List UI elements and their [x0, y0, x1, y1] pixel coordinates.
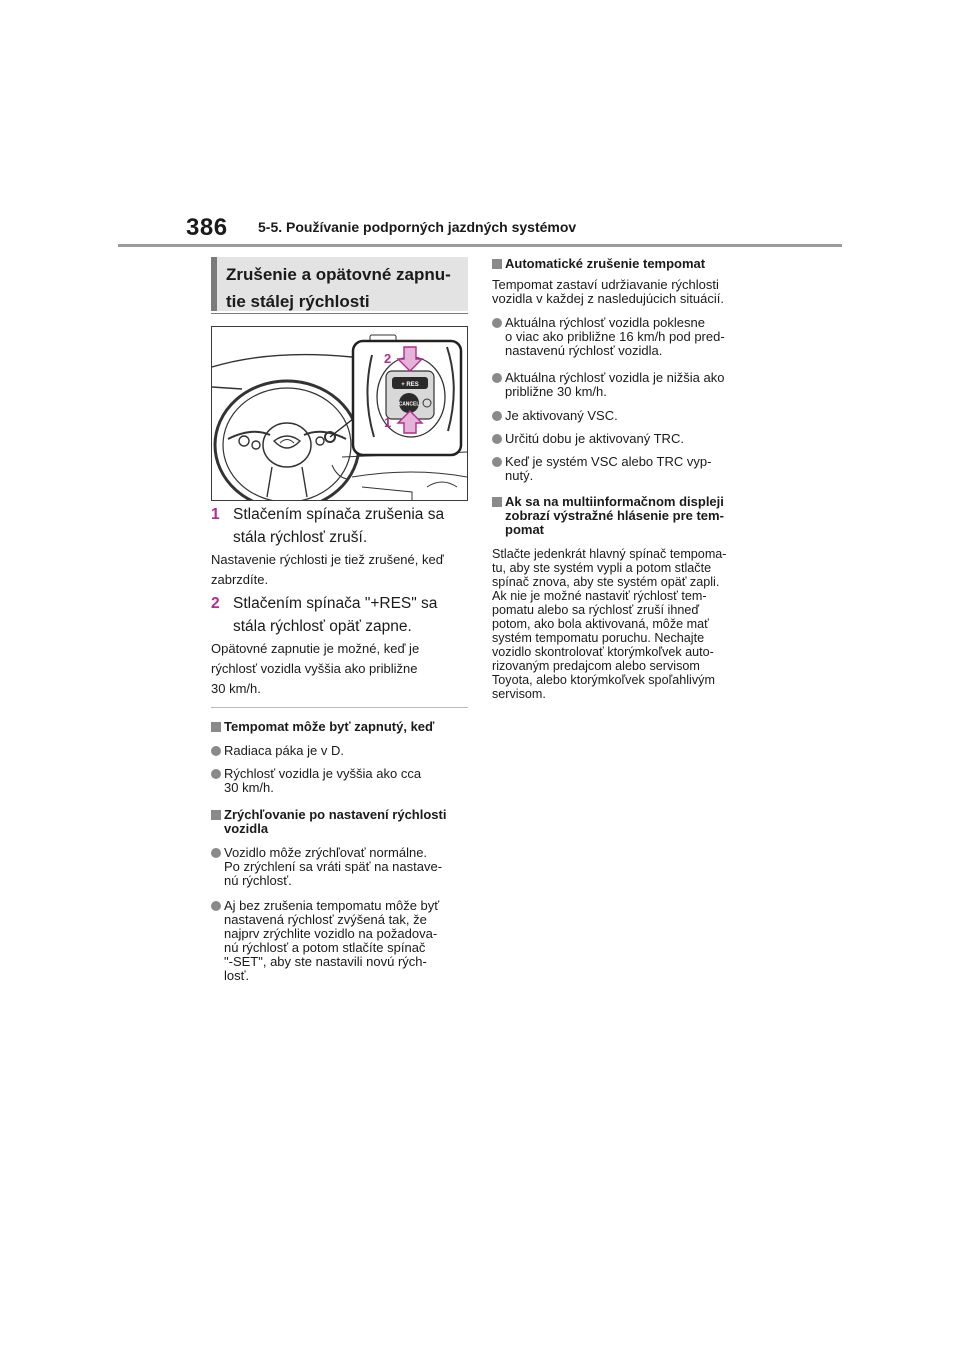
square-marker-icon	[211, 810, 221, 820]
list-item	[492, 371, 754, 399]
info-paragraph	[492, 278, 754, 306]
list-line: Určitú dobu je aktivovaný TRC.	[505, 431, 684, 446]
info-paragraph	[492, 547, 754, 701]
bullet-icon	[211, 746, 221, 756]
square-marker-icon	[492, 497, 502, 507]
list-line: nú rýchlosť a potom stlačíte spínač	[224, 940, 426, 955]
steering-wheel-figure	[211, 326, 468, 501]
square-marker-icon	[211, 722, 221, 732]
list-line: približne 30 km/h.	[505, 384, 607, 399]
list-line: Aktuálna rýchlosť vozidla je nižšia ako	[505, 370, 725, 385]
para-line: tu, aby ste systém vypli a potom stlačte	[492, 561, 712, 575]
figure-marker-2: 2	[384, 351, 392, 366]
list-item	[492, 432, 754, 446]
step-1-note	[211, 550, 468, 590]
para-line: Stlačte jedenkrát hlavný spínač tempoma-	[492, 547, 727, 561]
bullet-icon	[492, 457, 502, 467]
list-line: Po zrýchlení sa vráti späť na nastave-	[224, 859, 443, 874]
note-line: 30 km/h.	[211, 681, 261, 696]
info-heading-line: pomat	[505, 522, 544, 537]
step-text	[211, 503, 468, 549]
note-line: Nastavenie rýchlosti je tiež zrušené, keď	[211, 552, 444, 567]
bullet-icon	[211, 769, 221, 779]
list-line: losť.	[224, 968, 250, 983]
list-line: "-SET", aby ste nastavili novú rých-	[224, 954, 427, 969]
list-item	[492, 316, 754, 358]
bullet-icon	[211, 848, 221, 858]
list-line: Vozidlo môže zrýchľovať normálne.	[224, 845, 428, 860]
list-line: Rýchlosť vozidla je vyššia ako cca	[224, 766, 422, 781]
section-title-line: Zrušenie a opätovné zapnu-	[226, 265, 451, 284]
page-number: 386	[186, 214, 228, 241]
list-line: nastavenú rýchlosť vozidla.	[505, 343, 663, 358]
list-line: nastavená rýchlosť zvýšená tak, že	[224, 912, 427, 927]
list-line: o viac ako približne 16 km/h pod pred-	[505, 329, 725, 344]
step-1	[211, 503, 468, 549]
step-line: Stlačením spínača "+RES" sa	[233, 595, 438, 612]
info-heading-line: Ak sa na multiinformačnom displeji	[505, 494, 724, 509]
list-line: 30 km/h.	[224, 780, 274, 795]
para-line: systém tempomatu poruchu. Nechajte	[492, 631, 705, 645]
info-heading	[492, 257, 754, 271]
para-line: vozidla v každej z nasledujúcich situácií.	[492, 291, 724, 306]
info-heading-text: Automatické zrušenie tempomat	[505, 256, 706, 271]
para-line: Ak nie je možné nastaviť rýchlosť tem-	[492, 589, 707, 603]
info-heading-text: Tempomat môže byť zapnutý, keď	[224, 719, 435, 734]
list-item	[211, 846, 468, 888]
section-divider	[211, 313, 468, 314]
list-line: Radiaca páka je v D.	[224, 743, 344, 758]
chapter-title: 5-5. Používanie podporných jazdných systémov	[258, 219, 577, 235]
info-divider	[211, 707, 468, 708]
para-line: potom, ako bola aktivovaná, môže mať	[492, 617, 709, 631]
step-text	[211, 592, 468, 638]
para-line: rizovaným predajcom alebo servisom	[492, 659, 700, 673]
square-marker-icon	[492, 259, 502, 269]
info-heading-line: Zrýchľovanie po nastavení rýchlosti	[224, 807, 447, 822]
header-divider	[118, 244, 842, 247]
step-line: Stlačením spínača zrušenia sa	[233, 506, 445, 523]
section-title-box	[211, 257, 468, 311]
bullet-icon	[492, 373, 502, 383]
section-title-line: tie stálej rýchlosti	[226, 292, 370, 311]
bullet-icon	[492, 434, 502, 444]
step-line: stála rýchlosť zruší.	[233, 529, 368, 546]
list-line: nú rýchlosť.	[224, 873, 292, 888]
para-line: vozidlo skontrolovať ktorýmkoľvek auto-	[492, 645, 714, 659]
para-line: spínač znova, aby ste systém opäť zapli.	[492, 575, 720, 589]
para-line: servisom.	[492, 687, 546, 701]
bullet-icon	[211, 901, 221, 911]
steering-wheel-illustration	[212, 327, 467, 500]
info-heading	[211, 808, 468, 836]
section-title	[226, 261, 468, 315]
res-switch-label: + RES	[401, 382, 419, 388]
list-item	[211, 899, 468, 983]
cancel-switch-label: CANCEL	[398, 401, 420, 408]
note-line: Opätovné zapnutie je možné, keď je	[211, 641, 420, 656]
para-line: Toyota, alebo ktorýmkoľvek spoľahlivým	[492, 673, 715, 687]
list-line: Aktuálna rýchlosť vozidla poklesne	[505, 315, 705, 330]
info-heading	[211, 720, 468, 734]
bullet-icon	[492, 411, 502, 421]
para-line: pomatu alebo sa rýchlosť zruší ihneď	[492, 603, 700, 617]
para-line: Tempomat zastaví udržiavanie rýchlosti	[492, 277, 719, 292]
list-line: Keď je systém VSC alebo TRC vyp-	[505, 454, 712, 469]
step-2-note	[211, 639, 468, 699]
info-heading-line: zobrazí výstražné hlásenie pre tem-	[505, 508, 724, 523]
list-item	[211, 744, 468, 758]
list-line: najprv zrýchlite vozidlo na požadova-	[224, 926, 438, 941]
info-heading	[492, 495, 754, 537]
step-line: stála rýchlosť opäť zapne.	[233, 618, 412, 635]
figure-marker-1: 1	[384, 415, 392, 430]
bullet-icon	[492, 318, 502, 328]
list-line: Je aktivovaný VSC.	[505, 408, 618, 423]
note-line: zabrzdíte.	[211, 572, 269, 587]
list-item	[492, 455, 754, 483]
list-line: nutý.	[505, 468, 534, 483]
list-line: Aj bez zrušenia tempomatu môže byť	[224, 898, 440, 913]
info-heading-line: vozidla	[224, 821, 269, 836]
list-item	[211, 767, 468, 795]
step-number: 2	[211, 595, 220, 612]
step-2	[211, 592, 468, 638]
note-line: rýchlosť vozidla vyššia ako približne	[211, 661, 418, 676]
list-item	[492, 409, 754, 423]
step-number: 1	[211, 506, 220, 523]
